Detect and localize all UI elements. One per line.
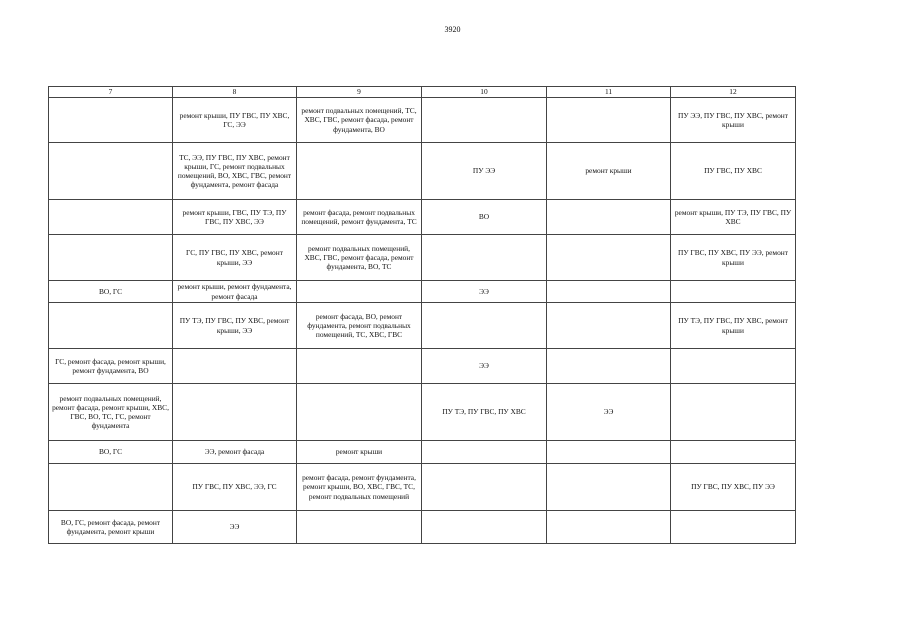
table-cell: ПУ ТЭ, ПУ ГВС, ПУ ХВС, ремонт крыши, ЭЭ	[173, 303, 297, 349]
table-row	[49, 235, 796, 281]
table-cell	[547, 98, 671, 143]
table-cell	[671, 384, 796, 441]
table-cell: ГС, ремонт фасада, ремонт крыши, ремонт фундамента, ВО	[49, 349, 173, 384]
table-cell	[297, 511, 422, 544]
table-cell: ремонт подвальных помещений, ТС, ХВС, ГВС, ремонт фасада, ремонт фундамента, ВО	[297, 98, 422, 143]
table-row	[49, 441, 796, 464]
table-cell: ПУ ТЭ, ПУ ГВС, ПУ ХВС	[422, 384, 547, 441]
works-table	[48, 86, 796, 544]
table-cell: ремонт фасада, ВО, ремонт фундамента, ремонт подвальных помещений, ТС, ХВС, ГВС	[297, 303, 422, 349]
table-cell	[422, 303, 547, 349]
table-row	[49, 143, 796, 200]
column-header-10: 10	[422, 87, 547, 98]
table-cell: ЭЭ	[422, 281, 547, 303]
table-cell	[297, 349, 422, 384]
table-cell	[547, 235, 671, 281]
table-cell	[297, 281, 422, 303]
table-cell	[547, 349, 671, 384]
table-cell: ремонт крыши, ПУ ТЭ, ПУ ГВС, ПУ ХВС	[671, 200, 796, 235]
table-cell: ПУ ЭЭ	[422, 143, 547, 200]
table-row	[49, 384, 796, 441]
table-cell: ремонт фасада, ремонт подвальных помещений, ремонт фундамента, ТС	[297, 200, 422, 235]
table-cell	[671, 281, 796, 303]
column-header-7: 7	[49, 87, 173, 98]
table-cell	[671, 441, 796, 464]
table-cell	[422, 98, 547, 143]
column-header-8: 8	[173, 87, 297, 98]
table-cell: ПУ ГВС, ПУ ХВС, ПУ ЭЭ, ремонт крыши	[671, 235, 796, 281]
table-row	[49, 349, 796, 384]
table-cell	[547, 464, 671, 511]
table-cell	[49, 303, 173, 349]
column-header-9: 9	[297, 87, 422, 98]
table-cell: ПУ ГВС, ПУ ХВС, ЭЭ, ГС	[173, 464, 297, 511]
table-row	[49, 98, 796, 143]
page-number: 3920	[444, 25, 461, 34]
table-cell: ремонт подвальных помещений, ХВС, ГВС, ремонт фасада, ремонт фундамента, ВО, ТС	[297, 235, 422, 281]
table-cell	[547, 441, 671, 464]
table-cell: ЭЭ	[422, 349, 547, 384]
column-header-12: 12	[671, 87, 796, 98]
table-cell	[49, 235, 173, 281]
table-cell: ремонт крыши, ремонт фундамента, ремонт фасада	[173, 281, 297, 303]
table-cell	[173, 349, 297, 384]
column-header-11: 11	[547, 87, 671, 98]
table-cell	[422, 464, 547, 511]
table-cell: ПУ ГВС, ПУ ХВС, ПУ ЭЭ	[671, 464, 796, 511]
table-cell: ПУ ЭЭ, ПУ ГВС, ПУ ХВС, ремонт крыши	[671, 98, 796, 143]
table-cell: ремонт крыши, ГВС, ПУ ТЭ, ПУ ГВС, ПУ ХВС, ЭЭ	[173, 200, 297, 235]
table-cell	[49, 464, 173, 511]
table-cell	[49, 98, 173, 143]
table-cell	[49, 200, 173, 235]
table-cell: ПУ ТЭ, ПУ ГВС, ПУ ХВС, ремонт крыши	[671, 303, 796, 349]
table-cell	[547, 200, 671, 235]
table-cell	[547, 303, 671, 349]
table-cell: ЭЭ	[173, 511, 297, 544]
table-row	[49, 464, 796, 511]
table-cell: ВО, ГС	[49, 281, 173, 303]
table-cell	[297, 384, 422, 441]
table-cell	[49, 143, 173, 200]
table-cell: ЭЭ	[547, 384, 671, 441]
table-cell: ремонт подвальных помещений, ремонт фасада, ремонт крыши, ХВС, ГВС, ВО, ТС, ГС, ремонт фундамента	[49, 384, 173, 441]
table-cell: ВО, ГС, ремонт фасада, ремонт фундамента, ремонт крыши	[49, 511, 173, 544]
table-cell: ремонт фасада, ремонт фундамента, ремонт крыши, ВО, ХВС, ГВС, ТС, ремонт подвальных помещений	[297, 464, 422, 511]
table-cell	[422, 235, 547, 281]
table-cell	[547, 511, 671, 544]
table-cell: ВО	[422, 200, 547, 235]
table-cell: ПУ ГВС, ПУ ХВС	[671, 143, 796, 200]
table-cell: ремонт крыши	[547, 143, 671, 200]
header-row	[49, 87, 796, 98]
table-cell	[422, 511, 547, 544]
table-cell: ремонт крыши	[297, 441, 422, 464]
table-cell	[173, 384, 297, 441]
table-cell: ВО, ГС	[49, 441, 173, 464]
table-cell: ТС, ЭЭ, ПУ ГВС, ПУ ХВС, ремонт крыши, ГС, ремонт подвальных помещений, ВО, ХВС, ГВС, ремонт фундамента, ремонт фасада	[173, 143, 297, 200]
table-row	[49, 511, 796, 544]
table-cell	[671, 349, 796, 384]
table-row	[49, 303, 796, 349]
table-cell	[671, 511, 796, 544]
table-cell	[422, 441, 547, 464]
table-cell	[297, 143, 422, 200]
table-cell: ремонт крыши, ПУ ГВС, ПУ ХВС, ГС, ЭЭ	[173, 98, 297, 143]
table-cell	[547, 281, 671, 303]
table-row	[49, 281, 796, 303]
table-cell: ГС, ПУ ГВС, ПУ ХВС, ремонт крыши, ЭЭ	[173, 235, 297, 281]
table-row	[49, 200, 796, 235]
table-cell: ЭЭ, ремонт фасада	[173, 441, 297, 464]
